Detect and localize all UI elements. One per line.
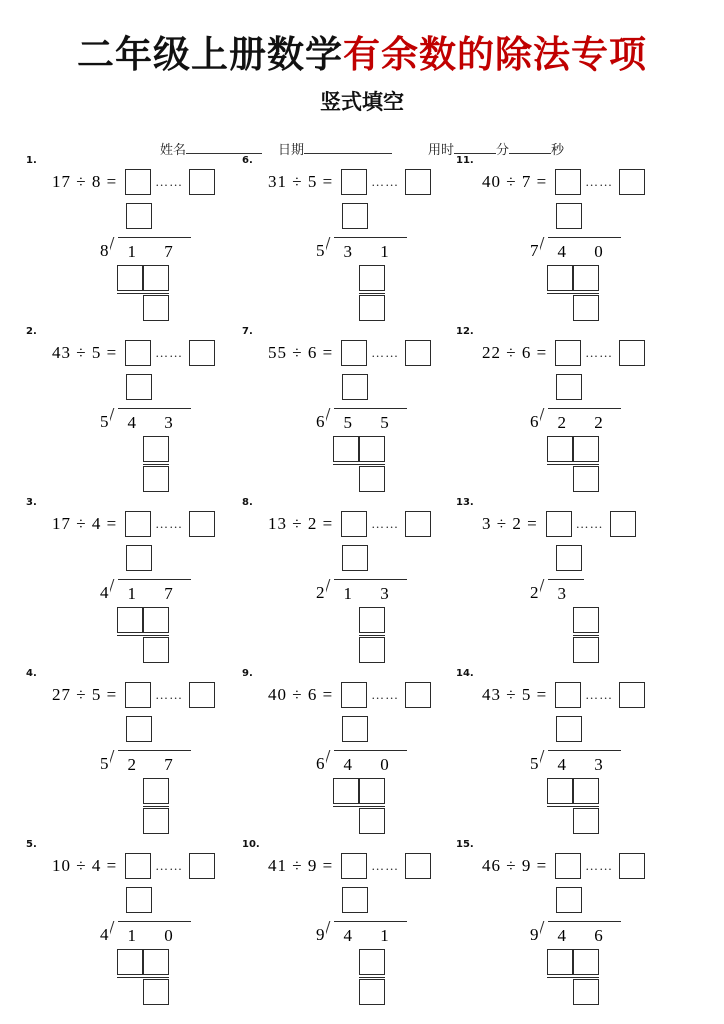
divisor-value: 7	[530, 241, 539, 260]
division-work-area	[547, 607, 599, 663]
horizontal-equation	[52, 682, 215, 708]
problem-item	[238, 155, 479, 318]
problem-item	[238, 497, 479, 660]
divisor-value: 9	[316, 925, 325, 944]
work-underline	[573, 634, 599, 636]
equation-expression: 17 ÷ 4 =	[52, 514, 118, 533]
remainder-answer-box[interactable]	[405, 340, 431, 366]
problem-index: 15.	[456, 839, 474, 850]
quotient-answer-box[interactable]	[125, 511, 151, 537]
long-division	[100, 716, 250, 831]
remainder-answer-box[interactable]	[619, 340, 645, 366]
work-box[interactable]	[143, 778, 169, 804]
dividend-value: 2 2	[548, 408, 621, 435]
divisor-value: 2	[530, 583, 539, 602]
division-bracket-row	[530, 408, 621, 436]
division-bracket-row	[100, 237, 191, 265]
problem-index: 9.	[242, 668, 253, 679]
work-box[interactable]	[573, 637, 599, 663]
work-row	[573, 637, 599, 663]
division-bracket-row	[316, 237, 407, 265]
division-work-area	[547, 949, 599, 1005]
dividend-value: 1 7	[118, 579, 191, 606]
work-box[interactable]	[573, 778, 599, 804]
time-minute-blank[interactable]	[454, 140, 496, 154]
problem-index: 7.	[242, 326, 253, 337]
work-row	[573, 808, 599, 834]
remainder-dots: ……	[155, 345, 184, 360]
horizontal-equation	[268, 340, 431, 366]
dividend-value: 5 5	[334, 408, 407, 435]
equation-expression: 46 ÷ 9 =	[482, 856, 548, 875]
dividend-value: 4 3	[118, 408, 191, 435]
name-blank[interactable]	[186, 140, 262, 154]
problem-index: 8.	[242, 497, 253, 508]
work-row	[117, 949, 169, 975]
work-row	[573, 295, 599, 321]
problem-index: 10.	[242, 839, 260, 850]
long-division	[530, 374, 680, 489]
problem-index: 13.	[456, 497, 474, 508]
name-label: 姓名	[159, 143, 186, 158]
division-work-area	[333, 607, 385, 663]
long-division	[530, 716, 680, 831]
work-row	[547, 778, 599, 804]
dividend-value: 4 0	[334, 750, 407, 777]
equation-expression: 10 ÷ 4 =	[52, 856, 118, 875]
problem-item	[238, 326, 479, 489]
problem-index: 12.	[456, 326, 474, 337]
quotient-box[interactable]	[342, 203, 368, 229]
division-bracket-row	[316, 579, 407, 607]
division-bracket-row	[316, 408, 407, 436]
division-work-area	[117, 949, 169, 1005]
dividend-value: 2 7	[118, 750, 191, 777]
remainder-dots: ……	[155, 516, 184, 531]
work-box[interactable]	[359, 295, 385, 321]
work-underline	[359, 292, 385, 294]
remainder-dots: ……	[585, 858, 614, 873]
work-box[interactable]	[359, 778, 385, 804]
problem-item	[22, 155, 263, 318]
work-underline	[547, 292, 599, 294]
quotient-box[interactable]	[126, 716, 152, 742]
quotient-answer-box[interactable]	[555, 682, 581, 708]
work-underline	[117, 292, 169, 294]
time-second-blank[interactable]	[509, 140, 551, 154]
work-box[interactable]	[359, 949, 385, 975]
division-work-area	[117, 265, 169, 321]
quotient-answer-box[interactable]	[125, 169, 151, 195]
division-work-area	[117, 436, 169, 492]
quotient-box[interactable]	[342, 374, 368, 400]
work-row	[117, 607, 169, 633]
work-underline	[547, 463, 599, 465]
remainder-answer-box[interactable]	[189, 169, 215, 195]
work-box[interactable]	[333, 436, 359, 462]
remainder-answer-box[interactable]	[610, 511, 636, 537]
divisor-value: 5	[100, 412, 109, 431]
work-box[interactable]	[573, 436, 599, 462]
division-bracket-row	[530, 750, 621, 778]
work-box[interactable]	[143, 808, 169, 834]
work-row	[359, 295, 385, 321]
problem-index: 3.	[26, 497, 37, 508]
dividend-value: 3	[548, 579, 585, 606]
date-label: 日期	[277, 143, 304, 158]
long-division	[100, 887, 250, 1002]
quotient-answer-box[interactable]	[546, 511, 572, 537]
quotient-box[interactable]	[342, 716, 368, 742]
remainder-answer-box[interactable]	[405, 853, 431, 879]
remainder-answer-box[interactable]	[405, 511, 431, 537]
remainder-dots: ……	[371, 687, 400, 702]
remainder-answer-box[interactable]	[405, 169, 431, 195]
quotient-box[interactable]	[556, 545, 582, 571]
remainder-dots: ……	[371, 345, 400, 360]
work-row	[143, 808, 169, 834]
remainder-dots: ……	[155, 687, 184, 702]
dividend-value: 1 3	[334, 579, 407, 606]
division-bracket-row	[100, 921, 191, 949]
horizontal-equation	[52, 340, 215, 366]
divisor-value: 5	[530, 754, 539, 773]
division-bracket-row	[316, 921, 407, 949]
dividend-value: 4 6	[548, 921, 621, 948]
work-box[interactable]	[143, 607, 169, 633]
problem-index: 2.	[26, 326, 37, 337]
horizontal-equation	[482, 511, 636, 537]
division-bracket-row	[100, 750, 191, 778]
quotient-answer-box[interactable]	[555, 169, 581, 195]
work-row	[359, 949, 385, 975]
horizontal-equation	[482, 340, 645, 366]
work-row	[359, 637, 385, 663]
division-work-area	[547, 265, 599, 321]
horizontal-equation	[52, 511, 215, 537]
page-title	[0, 24, 724, 78]
work-box[interactable]	[547, 949, 573, 975]
work-box[interactable]	[547, 265, 573, 291]
work-underline	[359, 976, 385, 978]
dividend-value: 1 7	[118, 237, 191, 264]
work-row	[143, 979, 169, 1005]
minute-label: 分	[496, 143, 510, 158]
problem-index: 6.	[242, 155, 253, 166]
divisor-value: 4	[100, 925, 109, 944]
divisor-value: 2	[316, 583, 325, 602]
work-underline	[143, 805, 169, 807]
work-underline	[333, 463, 385, 465]
quotient-answer-box[interactable]	[555, 340, 581, 366]
work-box[interactable]	[143, 979, 169, 1005]
quotient-box[interactable]	[342, 887, 368, 913]
remainder-answer-box[interactable]	[189, 853, 215, 879]
quotient-answer-box[interactable]	[341, 853, 367, 879]
divisor-value: 5	[316, 241, 325, 260]
horizontal-equation	[268, 853, 431, 879]
work-box[interactable]	[143, 265, 169, 291]
division-work-area	[333, 949, 385, 1005]
quotient-box[interactable]	[556, 374, 582, 400]
work-box[interactable]	[359, 637, 385, 663]
quotient-answer-box[interactable]	[341, 682, 367, 708]
work-row	[143, 295, 169, 321]
work-box[interactable]	[117, 949, 143, 975]
remainder-dots: ……	[585, 174, 614, 189]
divisor-value: 8	[100, 241, 109, 260]
quotient-answer-box[interactable]	[555, 853, 581, 879]
division-bracket-row	[100, 579, 191, 607]
work-box[interactable]	[359, 466, 385, 492]
remainder-dots: ……	[585, 687, 614, 702]
work-box[interactable]	[117, 607, 143, 633]
divisor-value: 5	[100, 754, 109, 773]
division-bracket-row	[530, 237, 621, 265]
long-division	[316, 203, 466, 318]
work-box[interactable]	[359, 436, 385, 462]
equation-expression: 40 ÷ 7 =	[482, 172, 548, 191]
work-row	[547, 265, 599, 291]
work-row	[117, 265, 169, 291]
quotient-box[interactable]	[342, 545, 368, 571]
dividend-value: 4 1	[334, 921, 407, 948]
equation-expression: 3 ÷ 2 =	[482, 514, 538, 533]
quotient-answer-box[interactable]	[125, 682, 151, 708]
work-box[interactable]	[143, 949, 169, 975]
remainder-answer-box[interactable]	[189, 682, 215, 708]
equation-expression: 22 ÷ 6 =	[482, 343, 548, 362]
work-row	[573, 466, 599, 492]
long-division	[316, 887, 466, 1002]
problem-item	[22, 839, 263, 1002]
remainder-answer-box[interactable]	[619, 853, 645, 879]
dividend-value: 4 0	[548, 237, 621, 264]
work-underline	[117, 976, 169, 978]
equation-expression: 31 ÷ 5 =	[268, 172, 334, 191]
quotient-box[interactable]	[126, 203, 152, 229]
work-box[interactable]	[573, 607, 599, 633]
work-box[interactable]	[573, 295, 599, 321]
horizontal-equation	[52, 853, 215, 879]
problem-item	[238, 839, 479, 1002]
remainder-answer-box[interactable]	[189, 511, 215, 537]
problem-item	[22, 668, 263, 831]
work-box[interactable]	[573, 949, 599, 975]
work-underline	[117, 634, 169, 636]
work-underline	[359, 634, 385, 636]
work-row	[359, 466, 385, 492]
long-division	[530, 545, 680, 660]
work-box[interactable]	[359, 607, 385, 633]
problem-item	[22, 497, 263, 660]
work-box[interactable]	[359, 979, 385, 1005]
remainder-answer-box[interactable]	[405, 682, 431, 708]
work-box[interactable]	[547, 778, 573, 804]
problem-item	[452, 839, 693, 1002]
problem-item	[452, 497, 693, 660]
divisor-value: 4	[100, 583, 109, 602]
division-work-area	[333, 778, 385, 834]
divisor-value: 6	[316, 754, 325, 773]
remainder-dots: ……	[371, 174, 400, 189]
equation-expression: 17 ÷ 8 =	[52, 172, 118, 191]
division-bracket-row	[316, 750, 407, 778]
work-underline	[547, 805, 599, 807]
work-box[interactable]	[573, 979, 599, 1005]
quotient-answer-box[interactable]	[341, 511, 367, 537]
work-box[interactable]	[143, 637, 169, 663]
divisor-value: 6	[530, 412, 539, 431]
equation-expression: 13 ÷ 2 =	[268, 514, 334, 533]
work-row	[333, 436, 385, 462]
horizontal-equation	[268, 169, 431, 195]
remainder-answer-box[interactable]	[619, 169, 645, 195]
divisor-value: 6	[316, 412, 325, 431]
work-row	[547, 436, 599, 462]
horizontal-equation	[482, 169, 645, 195]
work-box[interactable]	[143, 295, 169, 321]
work-box[interactable]	[573, 466, 599, 492]
long-division	[316, 716, 466, 831]
problem-index: 5.	[26, 839, 37, 850]
work-row	[143, 637, 169, 663]
work-box[interactable]	[117, 265, 143, 291]
equation-expression: 41 ÷ 9 =	[268, 856, 334, 875]
long-division	[100, 374, 250, 489]
equation-expression: 43 ÷ 5 =	[52, 343, 118, 362]
date-blank[interactable]	[304, 140, 392, 154]
horizontal-equation	[268, 511, 431, 537]
problem-index: 1.	[26, 155, 37, 166]
quotient-answer-box[interactable]	[341, 169, 367, 195]
work-box[interactable]	[573, 265, 599, 291]
work-row	[143, 778, 169, 804]
page-subtitle: 竖式填空	[320, 90, 404, 114]
quotient-box[interactable]	[556, 716, 582, 742]
remainder-dots: ……	[575, 516, 604, 531]
remainder-dots: ……	[155, 174, 184, 189]
work-row	[143, 436, 169, 462]
horizontal-equation	[482, 853, 645, 879]
problem-item	[238, 668, 479, 831]
dividend-value: 3 1	[334, 237, 407, 264]
title-red-part: 有余数的除法专项	[343, 33, 647, 76]
division-work-area	[333, 265, 385, 321]
division-bracket-row	[100, 408, 191, 436]
work-row	[359, 979, 385, 1005]
division-work-area	[117, 607, 169, 663]
remainder-dots: ……	[585, 345, 614, 360]
quotient-box[interactable]	[126, 887, 152, 913]
division-work-area	[333, 436, 385, 492]
quotient-box[interactable]	[126, 545, 152, 571]
quotient-answer-box[interactable]	[341, 340, 367, 366]
problem-item	[452, 326, 693, 489]
long-division	[100, 203, 250, 318]
problem-item	[452, 155, 693, 318]
long-division	[316, 545, 466, 660]
remainder-answer-box[interactable]	[619, 682, 645, 708]
division-bracket-row	[530, 579, 584, 607]
quotient-answer-box[interactable]	[125, 853, 151, 879]
division-work-area	[547, 778, 599, 834]
work-box[interactable]	[143, 466, 169, 492]
work-underline	[143, 463, 169, 465]
equation-expression: 40 ÷ 6 =	[268, 685, 334, 704]
dividend-value: 1 0	[118, 921, 191, 948]
work-row	[573, 607, 599, 633]
divisor-value: 9	[530, 925, 539, 944]
work-row	[143, 466, 169, 492]
problem-item	[452, 668, 693, 831]
long-division	[530, 887, 680, 1002]
long-division	[100, 545, 250, 660]
time-label: 用时	[427, 143, 454, 158]
problem-index: 11.	[456, 155, 474, 166]
problem-item	[22, 326, 263, 489]
horizontal-equation	[52, 169, 215, 195]
equation-expression: 27 ÷ 5 =	[52, 685, 118, 704]
work-box[interactable]	[573, 808, 599, 834]
quotient-box[interactable]	[556, 203, 582, 229]
work-box[interactable]	[359, 808, 385, 834]
work-row	[547, 949, 599, 975]
long-division	[316, 374, 466, 489]
equation-expression: 43 ÷ 5 =	[482, 685, 548, 704]
work-box[interactable]	[143, 436, 169, 462]
work-row	[359, 265, 385, 291]
work-underline	[547, 976, 599, 978]
remainder-answer-box[interactable]	[189, 340, 215, 366]
quotient-box[interactable]	[556, 887, 582, 913]
quotient-answer-box[interactable]	[125, 340, 151, 366]
title-black-part: 二年级上册数学	[77, 33, 343, 76]
work-underline	[333, 805, 385, 807]
equation-expression: 55 ÷ 6 =	[268, 343, 334, 362]
problem-index: 14.	[456, 668, 474, 679]
long-division	[530, 203, 680, 318]
work-row	[333, 778, 385, 804]
remainder-dots: ……	[371, 516, 400, 531]
horizontal-equation	[268, 682, 431, 708]
work-box[interactable]	[333, 778, 359, 804]
work-box[interactable]	[359, 265, 385, 291]
work-row	[573, 979, 599, 1005]
problem-index: 4.	[26, 668, 37, 679]
division-work-area	[547, 436, 599, 492]
work-row	[359, 607, 385, 633]
horizontal-equation	[482, 682, 645, 708]
dividend-value: 4 3	[548, 750, 621, 777]
work-row	[359, 808, 385, 834]
remainder-dots: ……	[371, 858, 400, 873]
remainder-dots: ……	[155, 858, 184, 873]
quotient-box[interactable]	[126, 374, 152, 400]
division-work-area	[117, 778, 169, 834]
work-box[interactable]	[547, 436, 573, 462]
second-label: 秒	[551, 143, 565, 158]
division-bracket-row	[530, 921, 621, 949]
